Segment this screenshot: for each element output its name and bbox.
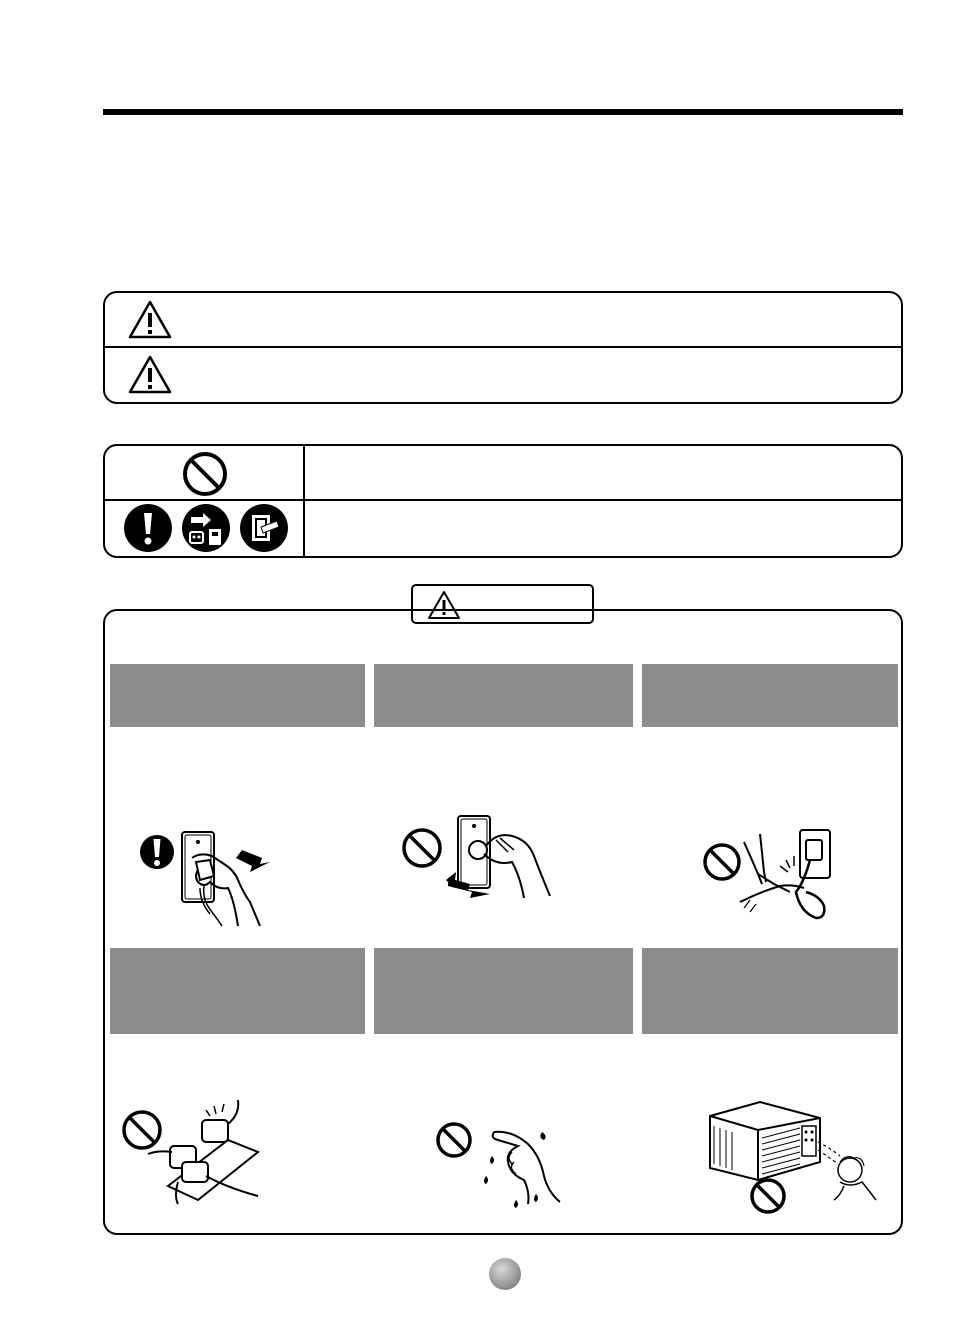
plug-in-firmly-illustration	[138, 830, 278, 930]
warning-header-3	[642, 664, 898, 727]
switch-off-icon	[239, 503, 289, 553]
unplug-icon	[181, 503, 231, 553]
exclamation-icon	[123, 503, 173, 553]
do-not-overload-outlet-illustration	[118, 1096, 268, 1206]
symbol-legend-vdivider	[303, 446, 305, 556]
warning-header-6	[642, 948, 898, 1034]
page-number-marker	[489, 1258, 521, 1290]
warning-header-1	[110, 664, 365, 727]
do-not-insert-objects-illustration	[700, 1096, 880, 1216]
caution-triangle-icon	[127, 354, 173, 396]
warning-header-5	[374, 948, 633, 1034]
do-not-pull-cord-illustration	[400, 810, 560, 910]
warning-triangle-icon	[127, 299, 173, 341]
hazard-legend-box	[103, 291, 903, 404]
legend-divider	[105, 346, 901, 348]
header-rule	[103, 109, 903, 115]
page-number	[489, 1258, 490, 1259]
symbol-legend-hdivider	[105, 499, 901, 501]
warning-header-2	[374, 664, 633, 727]
do-not-damage-cord-illustration	[700, 822, 840, 922]
do-not-touch-wet-hands-illustration	[432, 1122, 572, 1212]
prohibition-icon	[181, 450, 229, 498]
symbol-legend-box	[103, 444, 903, 558]
warning-header-4	[110, 948, 365, 1034]
